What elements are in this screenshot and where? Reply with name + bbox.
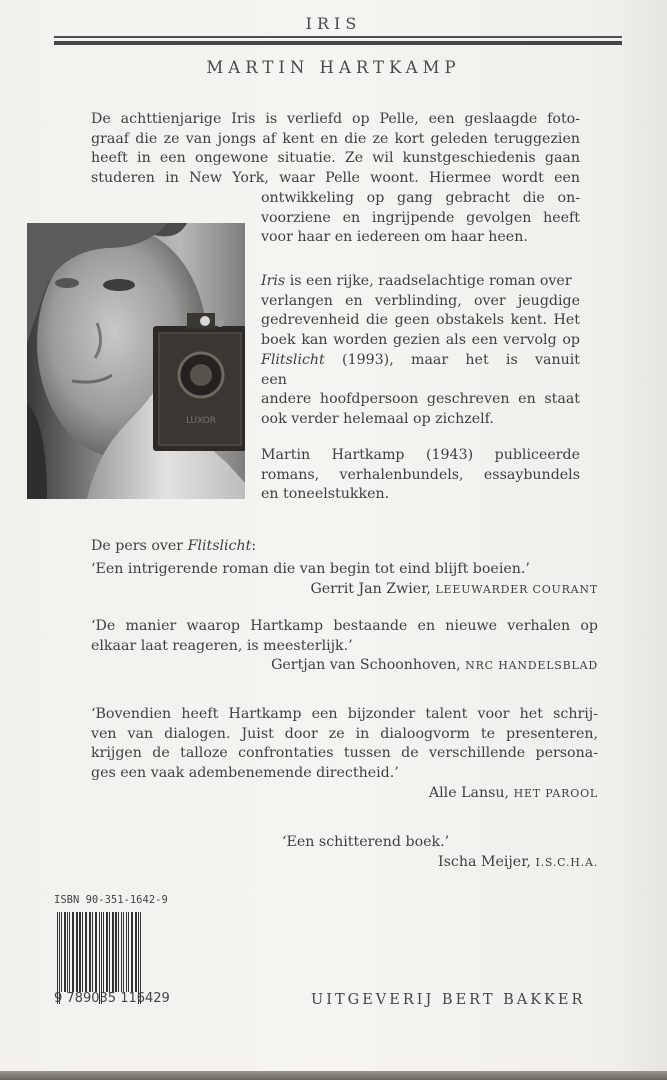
blurb-line: voor haar en iedereen om haar heen. (261, 229, 528, 246)
quote-attribution (282, 853, 598, 873)
barcode-bar (126, 912, 127, 992)
quote-line: ges een vaak adembenemende directheid.’ (91, 765, 399, 782)
press-quote-1 (91, 560, 598, 599)
blurb-paragraph-1-wrap (261, 189, 580, 248)
barcode-bar (135, 912, 137, 992)
blurb-line: boek kan worden gezien als een vervolg op (261, 332, 580, 349)
press-quote-3 (91, 705, 598, 804)
blurb-line: andere hoofdpersoon geschreven en staat (261, 391, 580, 408)
barcode-bar (64, 912, 66, 992)
barcode-bar (128, 912, 129, 992)
blurb-line: voorziene en ingrijpende gevolgen heeft (261, 209, 580, 226)
barcode-bar (95, 912, 97, 992)
blurb-line-text: (1993), maar het is vanuit een (261, 351, 580, 388)
barcode-bar (67, 912, 68, 992)
press-source: HET PAROOL (513, 786, 598, 800)
ean-digits (54, 991, 170, 1006)
barcode-bar (115, 912, 117, 992)
ean-right-group: 116429 (120, 991, 170, 1006)
press-intro-colon: : (251, 538, 257, 554)
quote-attribution (91, 656, 598, 676)
barcode-bar (76, 912, 78, 992)
author-photo-image (27, 223, 245, 499)
blurb-line: verlangen en verblinding, over jeugdige (261, 292, 580, 309)
quote-line: elkaar laat reageren, is meesterlijk.’ (91, 637, 353, 654)
barcode-bar (103, 912, 104, 992)
blurb-paragraph-3 (261, 446, 580, 505)
quote-attribution (91, 580, 598, 600)
quote-line: ‘Een schitterend boek.’ (282, 834, 450, 850)
blurb-line: en toneelstukken. (261, 486, 390, 503)
camera-brand-label: LUXOR (185, 416, 217, 426)
critic-name: Gerrit Jan Zwier, (310, 580, 436, 597)
barcode-bar (123, 912, 124, 992)
press-quote-2 (91, 617, 598, 676)
blurb-line: heeft in een ongewone situatie. Ze wil kunstgeschiedenis gaan (91, 150, 580, 167)
blurb-line (261, 272, 580, 292)
author-name: MARTIN HARTKAMP (206, 58, 461, 77)
blurb-line: Martin Hartkamp (1943) publiceerde (261, 447, 580, 463)
book-title-italic: Iris (261, 273, 286, 289)
blurb-line: De achttienjarige Iris is verliefd op Pelle, een geslaagde foto- (91, 111, 580, 127)
press-source: LEEUWARDER COURANT (435, 582, 598, 596)
blurb-line: gedrevenheid die geen obstakels kent. Het (261, 312, 580, 329)
quote-line: ‘Bovendien heeft Hartkamp een bijzonder talent voor het schrij- (91, 706, 598, 722)
barcode-bar (72, 912, 74, 992)
barcode-bar (131, 912, 133, 992)
quote-line: ‘De manier waarop Hartkamp bestaande en nieuwe verhalen op (91, 618, 598, 634)
press-source: I.S.C.H.A. (535, 855, 598, 869)
barcode-bar (109, 912, 110, 992)
barcode-bar (121, 912, 122, 992)
cover-bottom-edge (0, 1071, 667, 1080)
press-quote-4 (282, 833, 598, 872)
blurb-line (261, 351, 580, 390)
barcode-bar (89, 912, 91, 992)
barcode-bar (79, 912, 81, 992)
press-intro (91, 537, 256, 557)
barcode-bar (92, 912, 93, 992)
ean-left-group: 789035 (66, 991, 117, 1006)
title-rule-thin (54, 36, 622, 38)
critic-name: Ischa Meijer, (438, 853, 536, 870)
blurb-paragraph-1 (91, 110, 580, 189)
blurb-line: romans, verhalenbundels, essaybundels (261, 466, 580, 483)
critic-name: Gertjan van Schoonhoven, (271, 657, 466, 674)
isbn-label: ISBN 90-351-1642-9 (54, 894, 168, 906)
barcode-bar (61, 912, 62, 992)
ean-prefix: 9 (54, 991, 63, 1006)
critic-name: Alle Lansu, (428, 784, 514, 801)
blurb-line: ook verder helemaal op zichzelf. (261, 410, 494, 427)
barcode-bar (85, 912, 87, 992)
press-intro-title: Flitslicht (187, 538, 252, 554)
book-title-italic: Flitslicht (261, 351, 325, 368)
barcode-bar (106, 912, 108, 992)
barcode-bar (82, 912, 83, 992)
blurb-paragraph-2 (261, 272, 580, 430)
barcode-bar (69, 912, 70, 992)
title-rule-thick (54, 41, 622, 45)
quote-line: krijgen de talloze confrontaties tussen de verschillende persona- (91, 745, 598, 762)
quote-attribution (91, 784, 598, 804)
quote-line: ‘Een intrigerende roman die van begin tot eind blijft boeien.’ (91, 561, 530, 577)
publisher-name: UITGEVERIJ BERT BAKKER (311, 992, 586, 1008)
blurb-line: studeren in New York, waar Pelle woont. Hiermee wordt een (91, 170, 580, 187)
press-intro-text: De pers over (91, 538, 188, 554)
quote-line: ven van dialogen. Juist door ze in dialoogvorm te presenteren, (91, 725, 598, 742)
book-title: IRIS (305, 14, 362, 33)
blurb-line: graaf die ze van jongs af kent en die ze kort geleden teruggezien (91, 130, 580, 147)
barcode-bar (118, 912, 119, 992)
barcode-bar (112, 912, 114, 992)
blurb-line-text: is een rijke, raadselachtige roman over (285, 273, 572, 289)
blurb-line: ontwikkeling op gang gebracht die on- (261, 190, 580, 206)
author-photo (27, 223, 245, 499)
press-source: NRC HANDELSBLAD (465, 659, 598, 673)
